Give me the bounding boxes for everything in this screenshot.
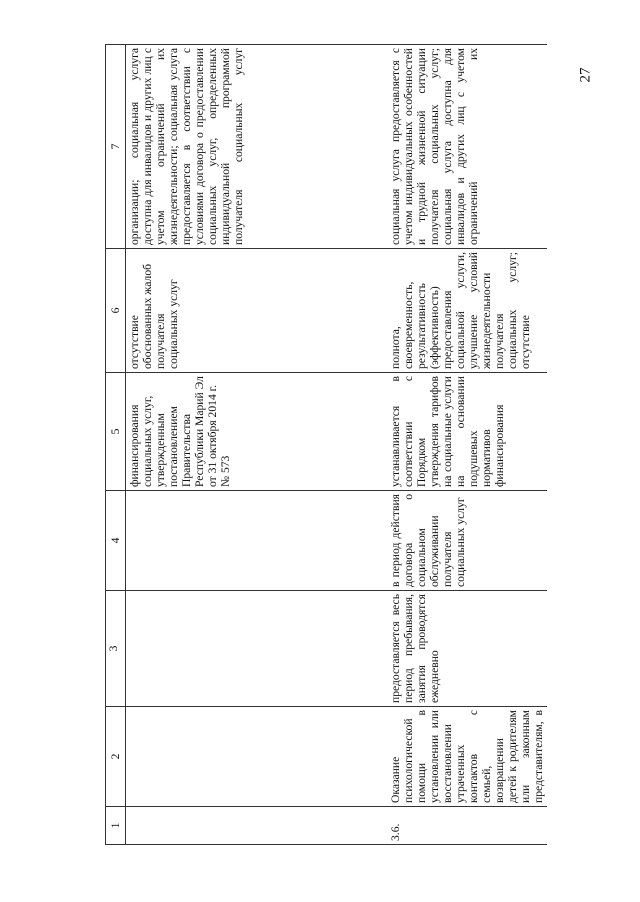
header-cell-7: 7 [106,45,126,249]
header-cell-5: 5 [106,373,126,491]
row-3-6-service: Оказание психологической помощи в установлении или восстановлении утраченных контактов с семьей, возвращении детей к родителям или законным представителям, в [387,707,547,807]
row-3-6-period: в период действия договора о социальном обслуживании получателя социальных услуг [387,491,547,591]
services-table [105,44,547,845]
cont-cell-4 [125,491,387,591]
row-3-6-timing: предоставляется весь период пребывания, занятия проводятся ежедневно [387,591,547,707]
rotated-table-container [105,45,605,845]
cont-cell-1 [125,807,387,845]
header-cell-3: 3 [106,591,126,707]
table-header-row [106,45,126,845]
cont-cell-3 [125,591,387,707]
page-number: 27 [577,67,594,83]
header-cell-6: 6 [106,249,126,373]
row-3-6-number: 3.6. [387,807,547,845]
table-row-3-6 [387,45,547,845]
cont-cell-6: отсутствие обоснованных жалоб получателя социальных услуг [125,249,387,373]
row-3-6-tariff: устанавливается в соответствии с Порядком утверждения тарифов на социальные услуги на основании подушевых нормативов финансирования [387,373,547,491]
header-cell-2: 2 [106,707,126,807]
header-cell-4: 4 [106,491,126,591]
header-cell-1: 1 [106,807,126,845]
cont-cell-2 [125,707,387,807]
cont-cell-7: организации; социальная услуга доступна для инвалидов и других лиц с учетом ограничений их жизнедеятельности; социальная услуга предоставляется в соответствии с условиями договора о предоставлении социальных услуг, определенных индивидуальной программой получателя социальных услуг [125,45,387,249]
row-3-6-criteria: полнота, своевременность, результативность (эффективность) предоставления социальной услуги, улучшение условий жизнедеятельности получателя социальных услуг; отсутствие [387,249,547,373]
cont-cell-5: финансирования социальных услуг, утвержденным постановлением Правительства Республики Марий Эл от 31 октября 2014 г. № 573 [125,373,387,491]
table-row-continuation [125,45,387,845]
row-3-6-conditions: социальная услуга предоставляется с учетом индивидуальных особенностей и трудной жизненной ситуации получателя социальных услуг; социальная услуга доступна для инвалидов и других лиц с учетом ограничений их [387,45,547,249]
